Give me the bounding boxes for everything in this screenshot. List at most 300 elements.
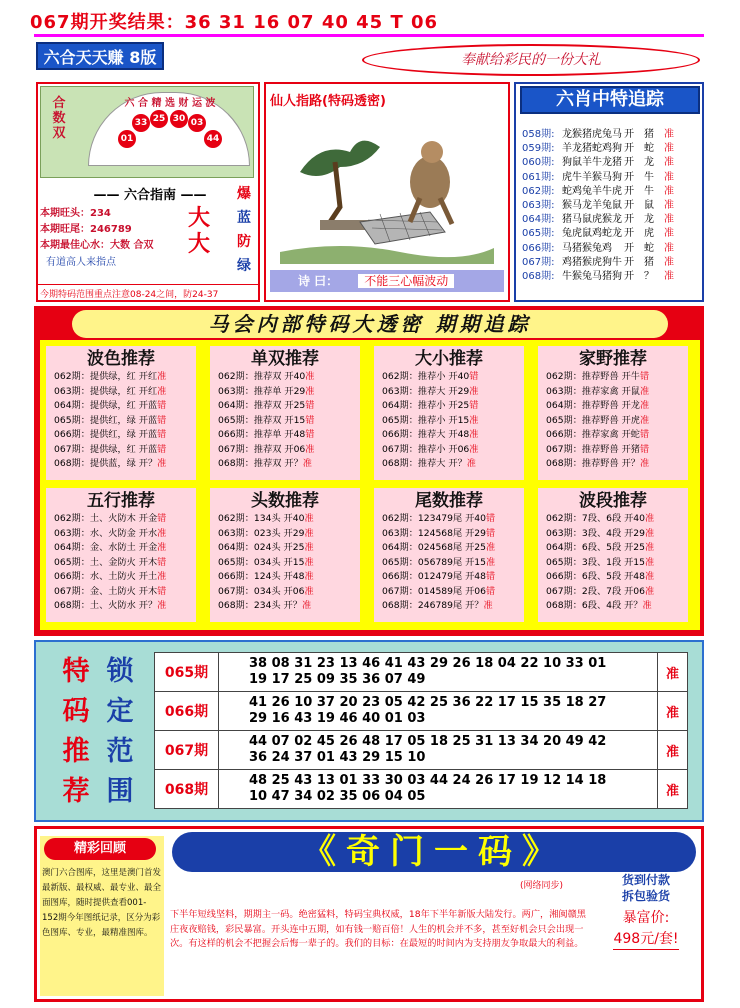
side-word: 爆 xyxy=(237,186,251,202)
recommend-row xyxy=(54,370,196,385)
recommend-result: 准 xyxy=(639,414,650,426)
recommend-text: 063期：提供绿，红 开红 xyxy=(54,385,158,397)
six-xiao-cell: 准 xyxy=(664,129,674,140)
recommend-row xyxy=(218,414,360,429)
six-xiao-cell: 龙 xyxy=(644,157,654,169)
recommend-row xyxy=(546,443,688,458)
lock-word: 围 xyxy=(106,776,134,807)
recommend-row xyxy=(546,385,688,400)
lock-right-words xyxy=(98,652,142,812)
recommend-text: 067期：014589尾 开06 xyxy=(382,585,486,597)
six-xiao-cell: 准 xyxy=(664,185,674,197)
recommend-row xyxy=(546,570,688,585)
recommend-result: 准 xyxy=(157,600,167,611)
recommend-result: 准 xyxy=(469,429,479,440)
recommend-result: 准 xyxy=(304,513,314,524)
six-xiao-cell: 羊龙猪蛇鸡狗 xyxy=(562,143,622,155)
recommend-row xyxy=(54,585,196,600)
side-word: 绿 xyxy=(237,258,251,274)
recommend-result: 准 xyxy=(304,585,314,597)
recommend-result: 错 xyxy=(469,371,479,382)
lock-numbers xyxy=(219,770,658,809)
recommend-box xyxy=(46,346,196,480)
recommend-row xyxy=(382,512,524,527)
recommend-text: 067期：2段、7段 开06 xyxy=(546,585,645,597)
recommend-row xyxy=(54,570,196,585)
fan-ball: 03 xyxy=(188,114,206,132)
recommend-row xyxy=(218,385,360,400)
recommend-result: 错 xyxy=(157,443,167,455)
recommend-text: 066期：水、土防火 开土 xyxy=(54,571,158,582)
recommend-result: 错 xyxy=(157,429,167,440)
recommend-text: 063期：023头 开29 xyxy=(218,527,305,539)
recommend-row xyxy=(218,457,360,472)
recommend-row xyxy=(54,443,196,458)
six-xiao-cell: 062期: xyxy=(522,185,555,197)
recommend-result: 错 xyxy=(305,414,315,426)
guide-line: 本期旺尾：246789 xyxy=(40,224,132,235)
recommend-rows xyxy=(210,370,360,472)
recommend-text: 063期：推荐家禽 开鼠 xyxy=(546,385,640,397)
recommend-text: 064期：金、水防土 开金 xyxy=(54,542,158,553)
lock-period: 067期 xyxy=(155,731,219,770)
divider xyxy=(34,34,704,37)
lock-numbers xyxy=(219,653,658,692)
sale-box xyxy=(596,872,696,968)
recommend-box xyxy=(538,488,688,622)
lock-result: 准 xyxy=(658,770,688,809)
six-xiao-cell: 准 xyxy=(664,157,674,169)
lock-row xyxy=(155,692,688,731)
recommend-text: 065期：推荐双 开15 xyxy=(218,414,306,426)
recommend-result: 准 xyxy=(644,556,655,568)
six-xiao-cell: 猴马龙羊兔鼠 xyxy=(562,200,622,212)
guide-title: —— 六合指南 —— xyxy=(93,188,207,203)
lock-numbers-line: 29 16 43 19 46 40 01 03 xyxy=(249,711,426,726)
recommend-result: 准 xyxy=(644,542,655,553)
recommend-box xyxy=(374,488,524,622)
six-xiao-cell: 059期: xyxy=(522,143,555,155)
recommend-text: 068期：234头 开？ xyxy=(218,600,302,611)
recommend-text: 066期：124头 开48 xyxy=(218,571,305,582)
recommend-row xyxy=(546,512,688,527)
poem-text: 不能三心幅波动 xyxy=(358,274,454,288)
six-xiao-cell: 开 xyxy=(624,129,634,140)
lock-word: 锁 xyxy=(106,656,134,687)
recommend-result: 错 xyxy=(639,443,650,455)
poem-label: 诗 曰： xyxy=(298,274,339,288)
lock-result: 准 xyxy=(658,731,688,770)
six-xiao-cell: 准 xyxy=(664,143,674,155)
guide-rule: 今期特码范围重点注意08-24之间，防24-37 xyxy=(36,284,260,300)
recommend-result: 错 xyxy=(157,585,167,597)
qimen-net: (网络同步) xyxy=(520,881,564,891)
review-body: 澳门六合图库，这里是澳门首发最新版、最权威、最专业、最全面图库，随时提供查看001-152期今年图纸记录，区分为彩色图库、专业，最精准图库。 xyxy=(42,868,162,938)
recommend-result: 准 xyxy=(485,542,496,553)
recommend-result: 错 xyxy=(157,513,167,524)
six-xiao-cell: 牛 xyxy=(644,171,654,183)
lock-row xyxy=(155,770,688,809)
six-xiao-cell: 058期: xyxy=(522,129,555,140)
recommend-text: 067期：金、土防火 开木 xyxy=(54,585,158,597)
six-xiao-row xyxy=(522,256,704,270)
six-xiao-cell: 准 xyxy=(664,242,674,254)
recommend-rows xyxy=(374,370,524,472)
lock-result: 准 xyxy=(658,692,688,731)
recommend-row xyxy=(218,370,360,385)
edition-badge: 六合天天赚 8版 xyxy=(36,42,164,70)
recommend-text: 062期：土、火防木 开金 xyxy=(54,513,158,524)
recommend-row xyxy=(546,556,688,571)
recommend-result: 准 xyxy=(157,371,167,382)
lock-word: 码 xyxy=(62,696,90,727)
recommend-text: 062期：134头 开40 xyxy=(218,513,305,524)
recommend-result: 准 xyxy=(485,556,496,568)
recommend-text: 065期：034头 开15 xyxy=(218,556,305,568)
lock-word: 荐 xyxy=(62,776,90,807)
sale-line: 暴富价: xyxy=(622,910,670,926)
recommend-text: 064期：推荐小 开25 xyxy=(382,400,470,411)
recommend-row xyxy=(546,370,688,385)
recommend-text: 068期：提供蓝，绿 开？ xyxy=(54,458,158,469)
recommend-result: 准 xyxy=(639,458,650,469)
six-xiao-cell: 蛇 xyxy=(644,143,654,155)
recommend-text: 066期：推荐单 开48 xyxy=(218,429,306,440)
guide-tip: 有道高人来指点 xyxy=(46,257,116,268)
six-xiao-cell: 068期: xyxy=(522,271,555,283)
lock-numbers-line: 19 17 25 09 35 36 07 49 xyxy=(249,672,426,687)
recommend-rows xyxy=(210,512,360,614)
six-xiao-cell: 准 xyxy=(664,228,674,240)
fan-ball: 33 xyxy=(132,114,150,132)
recommend-result: 准 xyxy=(304,527,314,539)
recommend-text: 068期：推荐大 开？ xyxy=(382,458,467,469)
recommend-row xyxy=(54,599,196,614)
recommend-text: 065期：提供红，绿 开蓝 xyxy=(54,414,158,426)
recommend-text: 064期：推荐双 开25 xyxy=(218,400,306,411)
recommend-text: 066期：012479尾 开48 xyxy=(382,571,486,582)
recommend-text: 064期：推荐野兽 开龙 xyxy=(546,400,640,411)
recommend-row xyxy=(218,541,360,556)
recommend-row xyxy=(54,512,196,527)
recommend-result: 准 xyxy=(157,458,167,469)
six-xiao-cell: 猪马鼠虎猴龙 xyxy=(562,214,622,226)
six-xiao-cell: 猪 xyxy=(644,129,654,140)
recommend-result: 错 xyxy=(485,585,496,597)
recommend-text: 064期：024头 开25 xyxy=(218,542,305,553)
recommend-result: 错 xyxy=(157,400,167,411)
lock-word: 特 xyxy=(62,656,90,687)
recommend-box xyxy=(210,488,360,622)
sale-price: 498元/套! xyxy=(613,929,678,950)
lock-row xyxy=(155,653,688,692)
recommend-row xyxy=(54,385,196,400)
recommend-result: 错 xyxy=(157,556,167,568)
lock-numbers-line: 36 24 37 01 43 29 15 10 xyxy=(249,750,426,765)
six-xiao-cell: 龙猴猪虎兔马 xyxy=(562,129,622,140)
recommend-text: 068期：推荐野兽 开？ xyxy=(546,458,640,469)
recommend-text: 066期：6段、5段 开48 xyxy=(546,571,645,582)
recommend-row xyxy=(546,599,688,614)
recommend-result: 准 xyxy=(466,458,476,469)
six-xiao-cell: 鼠 xyxy=(644,200,654,212)
recommend-row xyxy=(382,370,524,385)
guide-lines xyxy=(40,206,153,254)
lock-table xyxy=(154,652,688,809)
recommend-text: 063期：推荐单 开29 xyxy=(218,385,306,397)
six-xiao-cell: 064期: xyxy=(522,214,555,226)
recommend-row xyxy=(382,443,524,458)
result-headline: 067期开奖结果：36 31 16 07 40 45 T 06 xyxy=(30,12,439,33)
recommend-text: 068期：6段、4段 开？ xyxy=(546,600,643,611)
recommend-row xyxy=(382,457,524,472)
six-xiao-cell: 开 xyxy=(624,242,634,254)
recommend-title: 头数推荐 xyxy=(251,491,319,511)
recommend-result: 准 xyxy=(642,600,652,611)
six-xiao-cell: 蛇鸡兔羊牛虎 xyxy=(562,185,622,197)
lock-numbers-line: 48 25 43 13 01 33 30 03 44 24 26 17 19 12 14 18 xyxy=(249,773,607,788)
recommend-row xyxy=(54,556,196,571)
recommend-row xyxy=(218,599,360,614)
recommend-result: 准 xyxy=(644,527,655,539)
recommend-title: 家野推荐 xyxy=(579,349,647,369)
recommend-result: 准 xyxy=(157,571,167,582)
recommend-result: 准 xyxy=(644,585,655,597)
recommend-row xyxy=(218,527,360,542)
review-title: 精彩回顾 xyxy=(44,838,156,860)
recommend-title: 波色推荐 xyxy=(87,349,155,369)
recommend-box xyxy=(538,346,688,480)
six-xiao-cell: 蛇 xyxy=(644,242,654,254)
recommend-result: 错 xyxy=(485,571,496,582)
recommend-row xyxy=(382,585,524,600)
six-xiao-cell: 虎牛羊猴马狗 xyxy=(562,171,622,183)
recommend-row xyxy=(382,399,524,414)
six-xiao-cell: 准 xyxy=(664,256,674,268)
recommend-row xyxy=(546,541,688,556)
six-xiao-row xyxy=(522,242,704,256)
lock-numbers-line: 41 26 10 37 20 23 05 42 25 36 22 17 15 35 18 27 xyxy=(249,695,607,710)
recommend-rows xyxy=(538,370,688,472)
recommend-text: 065期：推荐小 开15 xyxy=(382,414,470,426)
recommend-box xyxy=(210,346,360,480)
recommend-row xyxy=(218,585,360,600)
recommend-result: 准 xyxy=(157,542,167,553)
lock-numbers-line: 10 47 34 02 35 06 04 05 xyxy=(249,789,426,804)
lock-numbers xyxy=(219,731,658,770)
recommend-rows xyxy=(46,512,196,614)
recommend-result: 准 xyxy=(304,556,314,568)
recommend-title: 大小推荐 xyxy=(415,349,483,369)
lock-left-words xyxy=(54,652,98,812)
six-xiao-cell: 虎 xyxy=(644,228,654,240)
recommend-result: 准 xyxy=(305,443,315,455)
recommend-result: 准 xyxy=(157,385,167,397)
side-word: 防 xyxy=(237,234,251,250)
recommend-text: 065期：056789尾 开15 xyxy=(382,556,486,568)
six-xiao-row xyxy=(522,270,704,284)
recommend-title: 五行推荐 xyxy=(87,491,155,511)
six-xiao-cell: 开 xyxy=(624,143,634,155)
side-word: 蓝 xyxy=(237,210,251,226)
recommend-text: 063期：水、火防金 开水 xyxy=(54,527,158,539)
recommend-text: 065期：3段、1段 开15 xyxy=(546,556,645,568)
qimen-banner: 《奇门一码》 xyxy=(172,832,696,872)
recommend-text: 066期：提供红，绿 开蓝 xyxy=(54,429,158,440)
six-xiao-row xyxy=(522,142,704,156)
recommend-text: 067期：推荐野兽 开猪 xyxy=(546,443,640,455)
six-xiao-cell: 鸡猪猴虎狗牛 xyxy=(562,256,622,268)
recommend-result: 准 xyxy=(301,600,312,611)
recommend-text: 068期：246789尾 开？ xyxy=(382,600,484,611)
six-xiao-cell: 开 xyxy=(624,228,634,240)
six-xiao-cell: 065期: xyxy=(522,228,555,240)
fan-title: 六 合 精 选 财 运 波 xyxy=(124,98,216,109)
guide-big-text: 大大 xyxy=(188,206,211,257)
recommend-box xyxy=(374,346,524,480)
recommend-row xyxy=(546,414,688,429)
six-xiao-cell: 准 xyxy=(664,271,674,283)
six-xiao-cell: 狗鼠羊牛龙猪 xyxy=(562,157,622,169)
recommend-result: 准 xyxy=(644,513,655,524)
recommend-rows xyxy=(538,512,688,614)
six-xiao-cell: 开 xyxy=(624,256,634,268)
recommend-result: 准 xyxy=(639,385,650,397)
recommend-result: 错 xyxy=(639,429,650,440)
recommend-row xyxy=(382,527,524,542)
recommend-row xyxy=(382,428,524,443)
lock-period: 065期 xyxy=(155,653,219,692)
recommend-result: 错 xyxy=(485,513,496,524)
recommend-result: 准 xyxy=(302,458,312,469)
recommend-row xyxy=(218,512,360,527)
six-xiao-cell: 066期: xyxy=(522,242,555,254)
fan-side-label: 合数双 xyxy=(52,96,66,141)
six-xiao-cell: 准 xyxy=(664,200,674,212)
recommend-result: 准 xyxy=(469,385,479,397)
six-xiao-cell: 开 xyxy=(624,157,634,169)
six-xiao-row xyxy=(522,227,704,241)
six-xiao-cell: 开 xyxy=(624,171,634,183)
recommend-result: 错 xyxy=(469,400,479,411)
recommend-row xyxy=(218,556,360,571)
recommend-result: 准 xyxy=(157,527,167,539)
sale-line: 拆包验货 xyxy=(621,889,670,903)
fan-ball: 44 xyxy=(204,130,222,148)
six-xiao-row xyxy=(522,128,704,142)
poem-bar xyxy=(270,270,504,292)
six-xiao-cell: 马猪猴兔鸡 xyxy=(562,242,612,254)
recommend-result: 错 xyxy=(157,414,167,426)
recommend-result: 错 xyxy=(639,371,650,382)
recommend-text: 062期：提供绿，红 开红 xyxy=(54,371,158,382)
recommend-result: 准 xyxy=(644,571,655,582)
six-xiao-cell: 准 xyxy=(664,171,674,183)
recommend-row xyxy=(218,399,360,414)
six-xiao-row xyxy=(522,185,704,199)
guide-line: 本期旺头：234 xyxy=(40,208,111,219)
lock-word: 定 xyxy=(106,696,134,727)
recommend-result: 错 xyxy=(305,400,315,411)
six-xiao-cell: 兔虎鼠鸡蛇龙 xyxy=(562,228,622,240)
recommend-text: 067期：提供绿，红 开蓝 xyxy=(54,443,158,455)
recommend-text: 062期：推荐双 开40 xyxy=(218,371,306,382)
recommend-text: 064期：提供绿，红 开蓝 xyxy=(54,400,158,411)
six-xiao-row xyxy=(522,213,704,227)
recommend-row xyxy=(382,414,524,429)
immortal-title: 仙人指路(特码透密) xyxy=(270,94,386,109)
recommend-row xyxy=(546,428,688,443)
recommend-row xyxy=(54,428,196,443)
lock-word: 推 xyxy=(62,736,90,767)
recommend-box xyxy=(46,488,196,622)
sale-line: 货到付款 xyxy=(621,873,670,887)
recommend-row xyxy=(382,570,524,585)
guide-title-text: 六合指南 xyxy=(123,188,176,203)
recommend-text: 067期：推荐双 开06 xyxy=(218,443,306,455)
qimen-text: 下半年短线坚料，期期主一码。绝密猛料，特码宝典权威，18年下半年新版大陆发行。两广，湘闽赣黑庄夜夜赔钱，彩民暴富。开头连中五期，如有钱一赔百倍！人生的机会并不多，甚至好机会只会出现一次。有这样的机会不把握会后悔一辈子的。我们的目标：在最短的时间内为支持朋友争取最大的利益。 xyxy=(170,909,586,949)
recommend-text: 065期：土、金防火 开木 xyxy=(54,556,158,568)
six-xiao-title: 六肖中特追踪 xyxy=(520,86,700,114)
recommend-text: 064期：6段、5段 开25 xyxy=(546,542,645,553)
six-xiao-cell: ？ xyxy=(644,271,654,283)
lock-numbers-line: 44 07 02 45 26 48 17 05 18 25 31 13 34 20 49 42 xyxy=(249,734,607,749)
recommend-row xyxy=(382,385,524,400)
recommend-row xyxy=(382,556,524,571)
lock-period: 066期 xyxy=(155,692,219,731)
recommend-rows xyxy=(46,370,196,472)
recommend-row xyxy=(546,399,688,414)
six-xiao-cell: 龙 xyxy=(644,214,654,226)
six-xiao-cell: 开 xyxy=(624,214,634,226)
guide-line: 本期最佳心水：大数 合双 xyxy=(40,240,154,251)
insider-banner: 马会内部特码大透密 期期追踪 xyxy=(72,310,668,338)
recommend-title: 波段推荐 xyxy=(579,491,647,511)
recommend-row xyxy=(382,541,524,556)
recommend-result: 准 xyxy=(305,371,315,382)
recommend-text: 064期：024568尾 开25 xyxy=(382,542,486,553)
recommend-result: 准 xyxy=(304,571,314,582)
six-xiao-cell: 061期: xyxy=(522,171,555,183)
six-xiao-cell: 牛猴兔马猪狗 xyxy=(562,271,622,283)
recommend-result: 准 xyxy=(469,443,479,455)
recommend-row xyxy=(54,541,196,556)
six-xiao-cell: 063期: xyxy=(522,200,555,212)
recommend-result: 准 xyxy=(304,542,314,553)
recommend-text: 068期：推荐双 开？ xyxy=(218,458,303,469)
recommend-text: 065期：推荐野兽 开虎 xyxy=(546,414,640,426)
lock-row xyxy=(155,731,688,770)
recommend-result: 准 xyxy=(639,400,650,411)
fan-ball: 25 xyxy=(150,110,168,128)
six-xiao-cell: 开 xyxy=(624,271,634,283)
lock-numbers xyxy=(219,692,658,731)
recommend-title: 尾数推荐 xyxy=(415,491,483,511)
recommend-row xyxy=(54,399,196,414)
recommend-text: 063期：推荐大 开29 xyxy=(382,385,470,397)
recommend-title: 单双推荐 xyxy=(251,349,319,369)
six-xiao-rows xyxy=(522,128,704,284)
recommend-result: 错 xyxy=(305,429,315,440)
lock-word: 范 xyxy=(106,736,134,767)
recommend-text: 067期：推荐小 开06 xyxy=(382,443,470,455)
recommend-row xyxy=(546,457,688,472)
recommend-text: 063期：3段、4段 开29 xyxy=(546,527,645,539)
six-xiao-row xyxy=(522,171,704,185)
six-xiao-cell: 067期: xyxy=(522,256,555,268)
recommend-text: 062期：7段、6段 开40 xyxy=(546,513,645,524)
recommend-row xyxy=(54,414,196,429)
